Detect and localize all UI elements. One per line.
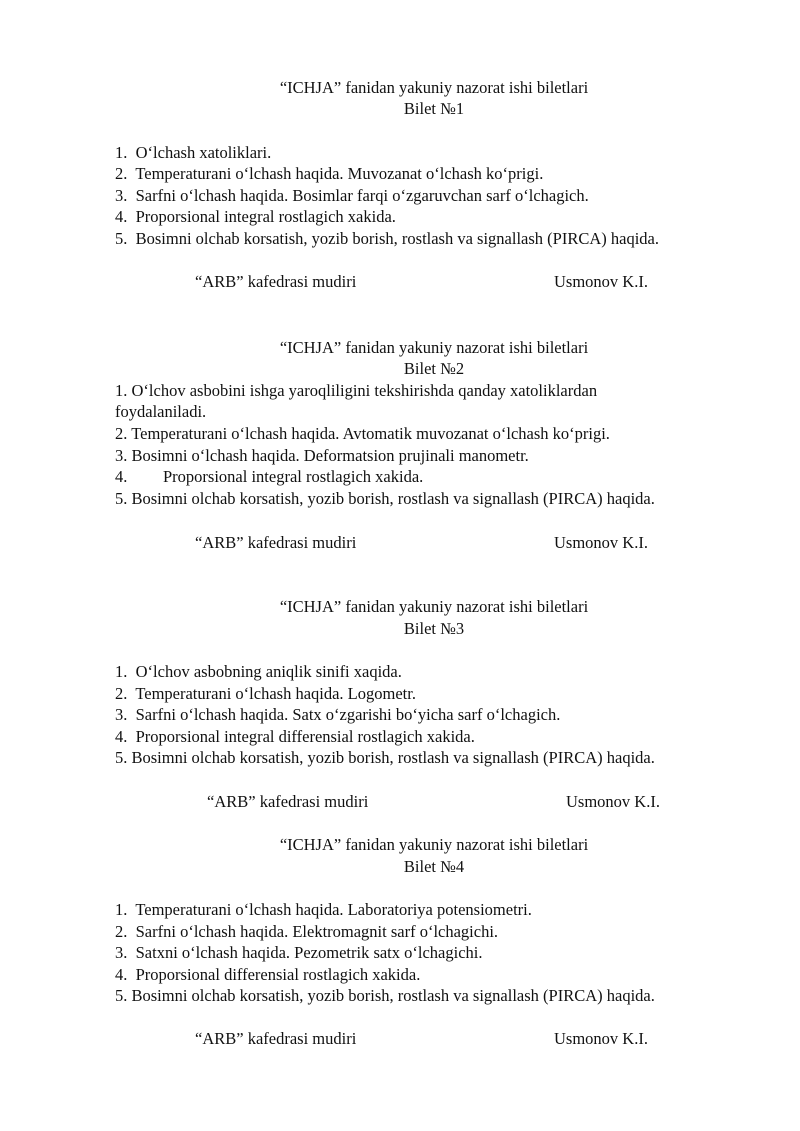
question-continuation: foydalaniladi.: [115, 402, 207, 421]
ticket-number: Bilet №3: [403, 619, 465, 638]
question-text: Bosimni olchab korsatish, yozib borish, rostlash va signallash (PIRCA) haqida.: [131, 748, 655, 767]
question-item: [115, 446, 529, 466]
signature-name: Usmonov K.I.: [554, 533, 648, 552]
signature-name: Usmonov K.I.: [554, 272, 648, 291]
question-text: Bosimni olchab korsatish, yozib borish, rostlash va signallash (PIRCA) haqida.: [135, 229, 659, 248]
question-item: [115, 467, 423, 487]
question-text: O‘lchash xatoliklari.: [135, 143, 272, 162]
question-number: 1.: [115, 381, 128, 400]
question-number: 2.: [115, 164, 128, 183]
question-item: [115, 727, 475, 747]
question-number: 1.: [115, 143, 128, 162]
question-text: Proporsional differensial rostlagich xakida.: [135, 965, 421, 984]
signature-role: “ARB” kafedrasi mudiri: [207, 792, 369, 811]
signature-name: Usmonov K.I.: [566, 792, 660, 811]
question-number: 3.: [115, 943, 128, 962]
signature-role: “ARB” kafedrasi mudiri: [195, 1029, 357, 1048]
ticket-number: Bilet №2: [403, 359, 465, 378]
question-text: Bosimni olchab korsatish, yozib borish, rostlash va signallash (PIRCA) haqida.: [131, 986, 655, 1005]
question-number: 5.: [115, 229, 128, 248]
question-text: Sarfni o‘lchash haqida. Satx o‘zgarishi bo‘yicha sarf o‘lchagich.: [135, 705, 561, 724]
signature-role: “ARB” kafedrasi mudiri: [195, 533, 357, 552]
question-number: 3.: [115, 186, 128, 205]
question-number: 1.: [115, 900, 128, 919]
question-item: [115, 705, 560, 725]
question-item: [115, 143, 271, 163]
question-text: Satxni o‘lchash haqida. Pezometrik satx o‘lchagichi.: [135, 943, 483, 962]
question-item: [115, 943, 483, 963]
ticket-title: “ICHJA” fanidan yakuniy nazorat ishi biletlari: [279, 597, 589, 616]
question-text: Bosimni o‘lchash haqida. Deformatsion prujinali manometr.: [131, 446, 529, 465]
question-text: Temperaturani o‘lchash haqida. Avtomatik muvozanat o‘lchash ko‘prigi.: [131, 424, 610, 443]
question-text: Temperaturani o‘lchash haqida. Laboratoriya potensiometri.: [135, 900, 532, 919]
question-text: Temperaturani o‘lchash haqida. Logometr.: [135, 684, 416, 703]
question-item: [115, 381, 597, 401]
question-number: 4.: [115, 207, 128, 226]
question-number: 5.: [115, 986, 128, 1005]
signature-name: Usmonov K.I.: [554, 1029, 648, 1048]
question-number: 4.: [115, 727, 128, 746]
question-number: 2.: [115, 684, 128, 703]
question-text: Bosimni olchab korsatish, yozib borish, rostlash va signallash (PIRCA) haqida.: [131, 489, 655, 508]
question-number: 4.: [115, 965, 128, 984]
signature-role: “ARB” kafedrasi mudiri: [195, 272, 357, 291]
ticket-title: “ICHJA” fanidan yakuniy nazorat ishi biletlari: [279, 835, 589, 854]
question-item: [115, 986, 655, 1006]
question-number: 2.: [115, 922, 128, 941]
question-text: O‘lchov asbobning aniqlik sinifi xaqida.: [135, 662, 402, 681]
question-item: [115, 900, 532, 920]
ticket-title: “ICHJA” fanidan yakuniy nazorat ishi biletlari: [279, 78, 589, 97]
question-number: 5.: [115, 748, 128, 767]
ticket-number: Bilet №4: [403, 857, 465, 876]
question-number: 5.: [115, 489, 128, 508]
question-text: Proporsional integral rostlagich xakida.: [163, 467, 424, 486]
question-item: [115, 207, 396, 227]
question-text: Temperaturani o‘lchash haqida. Muvozanat o‘lchash ko‘prigi.: [135, 164, 544, 183]
question-item: [115, 748, 655, 768]
question-number: 3.: [115, 705, 128, 724]
question-text: Sarfni o‘lchash haqida. Elektromagnit sarf o‘lchagichi.: [135, 922, 499, 941]
question-number: 3.: [115, 446, 128, 465]
question-item: [115, 229, 659, 249]
ticket-number: Bilet №1: [403, 99, 465, 118]
question-item: [115, 186, 589, 206]
ticket-title: “ICHJA” fanidan yakuniy nazorat ishi biletlari: [279, 338, 589, 357]
question-number: 1.: [115, 662, 128, 681]
question-item: [115, 662, 402, 682]
question-item: [115, 922, 498, 942]
question-number: 4.: [115, 467, 128, 486]
question-number: 2.: [115, 424, 128, 443]
question-item: [115, 424, 610, 444]
question-text: O‘lchov asbobini ishga yaroqliligini tekshirishda qanday xatoliklardan: [131, 381, 598, 400]
question-item: [115, 965, 420, 985]
question-text: Proporsional integral differensial rostlagich xakida.: [135, 727, 475, 746]
question-item: [115, 684, 416, 704]
question-text: Proporsional integral rostlagich xakida.: [135, 207, 396, 226]
question-item: [115, 489, 655, 509]
question-text: Sarfni o‘lchash haqida. Bosimlar farqi o‘zgaruvchan sarf o‘lchagich.: [135, 186, 589, 205]
question-item: [115, 164, 543, 184]
